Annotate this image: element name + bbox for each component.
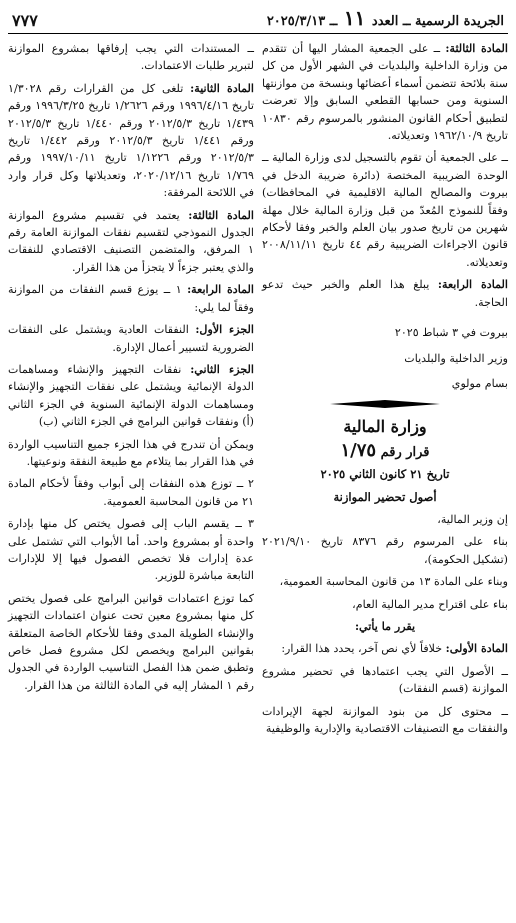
paragraph: ــ على الجمعية أن تقوم بالتسجيل لدى وزارة المالية ــ الوحدة الضريبية المختصة (دائرة ضريبة الدخل في بيروت والمصالح المالية الاقليمية في المحافظات) وفقاً للنموذج المُعدّ من قبل وزارة المالية خلال مهلة شهرين من تاريخ صدور بيان العلم والخبر وفقا لأحكام قانون الاجراءات الضريبية رقم ٤٤ تاريخ ٢٠٠٨/١١/١١ وتعديلاته. [262, 151, 508, 269]
article-text: ١ ــ يوزع قسم النفقات من الموازنة وفقاً لما يلي: [8, 283, 254, 314]
signature-place-date: بيروت في ٣ شباط ٢٠٢٥ [394, 326, 508, 340]
page-number: ٧٧٧ [12, 11, 38, 30]
divider-ornament-icon [330, 400, 440, 408]
signature-title: وزير الداخلية والبلديات [404, 351, 508, 365]
paragraph [8, 281, 254, 316]
paragraph [8, 321, 254, 356]
paragraph: ٣ ــ يقسم الباب إلى فصول يختص كل منها بإدارة واحدة أو بمشروع واحد. أما الأبواب التي تشتمل على عدة إدارات فلا تخصص الفصول فيها إلا للإدارات التابعة مباشرة للوزير. [8, 517, 254, 583]
gazette-name: الجريدة الرسمية ــ العدد [371, 14, 504, 29]
article-text: تلغى كل من القرارات رقم ١/٣٠٢٨ تاريخ ١٩٩٦/٤/١٦ ورقم ١/٢٦٢٦ تاريخ ١٩٩٦/٣/٢٥ ورقم ١/٤٣٩ تاريخ ٢٠١٢/٥/٣ ورقم ١/٤٤٠ تاريخ ٢٠١٢/٥/٣ ورقم ١/٤٤١ تاريخ ٢٠١٢/٥/٣ ورقم ١/٤٤٢ تاريخ ٢٠١٢/٥/٣ ورقم ١/١٢٢٦ تاريخ ١٩٩٧/١٠/١١ ورقم ١/٧٦٩ تاريخ ٢٠٢٠/١٢/١٦، وتعديلاتها وكل قرار وارد في اللائحة المرفقة: [8, 81, 254, 200]
paragraph [8, 80, 254, 202]
paragraph [8, 361, 254, 431]
article-text: يبلغ هذا العلم والخبر حيث تدعو الحاجة. [262, 278, 508, 309]
paragraph: ٢ ــ توزع هذه النفقات إلى أبواب وفقاً لأحكام المادة ٢١ من قانون المحاسبة العمومية. [8, 477, 254, 508]
paragraph: ــ الأصول التي يجب اعتمادها في تحضير مشروع الموازنة (قسم النفقات) [262, 664, 508, 696]
paragraph [262, 640, 508, 657]
paragraph [262, 276, 508, 311]
decision-subject: أصول تحضير الموازنة [333, 489, 437, 504]
article-text: يعتمد في تقسيم مشروع الموازنة الجدول النموذجي لتقسيم نفقات الموازنة العامة رقم ١ المرفق، والمتضمن التصنيف الاقتصادي للنفقات والذي يعتبر جزءاً لا يتجزأ من هذا القرار. [8, 208, 254, 274]
part-label: الجزء الأول: [195, 323, 255, 337]
issue-number: ١١ [343, 6, 366, 30]
article-text: ــ على الجمعية المشار اليها أن تتقدم من وزارة الداخلية والبلديات في الشهر الأول من كل سنة بلائحة تتضمن أسماء أعضائها وبنسخة من موازنتها السنوية ومن حسابها القطعي السابق وإلا تعرضت لتطبيق أحكام القانون المنشور بالمرسوم رقم ١٠٨٣٠ تاريخ ١٩٦٢/١٠/٩ وتعديلاته. [262, 42, 508, 143]
issue-date: ــ ٢٠٢٥/٣/١٣ [266, 14, 338, 29]
article-label: المادة الرابعة: [187, 283, 254, 297]
section-divider [262, 400, 508, 408]
left-column [8, 40, 254, 742]
ministry-heading: وزارة المالية [343, 417, 427, 437]
paragraph: بناء على المرسوم رقم ٨٣٧٦ تاريخ ٢٠٢١/٩/١٠ (تشكيل الحكومة)، [262, 535, 508, 566]
paragraph: وبناء على المادة ١٣ من قانون المحاسبة العمومية، [279, 575, 508, 589]
article-label: المادة الرابعة: [437, 278, 508, 292]
paragraph: ويمكن أن تندرج في هذا الجزء جميع التناسيب الواردة في هذا القرار بما يتلاءم مع طبيعة النفقة ونوعيتها. [8, 437, 254, 468]
right-column [262, 40, 508, 742]
article-label: المادة الثالثة: [188, 208, 254, 222]
paragraph: بناء على اقتراح مدير المالية العام، [352, 597, 508, 611]
part-text: نفقات التجهيز والإنشاء ومساهمات الدولة الإنمائية ويشتمل على نفقات التجهيز والإنشاء ومساهمات الدولة الإنمائية السنوية في الجزء الثاني (أ) ونفقات قوانين البرامج في الجزء الثاني (ب) [8, 362, 254, 429]
article-label: المادة الثالثة: [445, 42, 508, 55]
decision-no-value: ١/٧٥ [340, 439, 377, 461]
part-label: الجزء الثاني: [190, 362, 254, 376]
decides-heading: يقرر ما يأتي: [354, 619, 416, 633]
signature-name: بسام مولوي [451, 376, 508, 390]
paragraph [8, 207, 254, 277]
decision-label: قرار رقم [380, 444, 430, 460]
part-text: النفقات العادية ويشتمل على النفقات الضرورية لتسيير أعمال الإدارة. [8, 323, 254, 354]
paragraph: ــ المستندات التي يجب إرفاقها بمشروع الموازنة لتبرير طلبات الاعتمادات. [8, 42, 254, 73]
page-header [8, 6, 508, 34]
content-columns [8, 40, 508, 742]
decision-number [262, 439, 508, 461]
article-text: خلافاً لأي نص آخر، يحدد هذا القرار: [281, 642, 443, 656]
paragraph: كما توزع اعتمادات قوانين البرامج على فصول يختص كل منها بمشروع معين تحت عنوان اعتمادات التجهيز والإنشاء الطويلة المدى وفقا للأحكام الخاصة المتعلقة بقوانين البرامج ويخصص لكل مشروع فصل خاص وتطبق ضمن هذا الفصل التناسيب الواردة في الجدول رقم ١ المشار إليه في المادة الثالثة من هذا القرار. [8, 591, 254, 692]
paragraph: ــ محتوى كل من بنود الموازنة لجهة الإيرادات والنفقات مع التصنيفات الاقتصادية والإدارية والوظيفية [262, 704, 508, 735]
decision-date: تاريخ ٢١ كانون الثاني ٢٠٢٥ [320, 467, 450, 482]
article-label: المادة الأولى: [445, 642, 508, 656]
paragraph [262, 40, 508, 144]
paragraph: إن وزير المالية، [437, 512, 508, 526]
article-label: المادة الثانية: [190, 81, 255, 95]
header-title [267, 6, 504, 30]
